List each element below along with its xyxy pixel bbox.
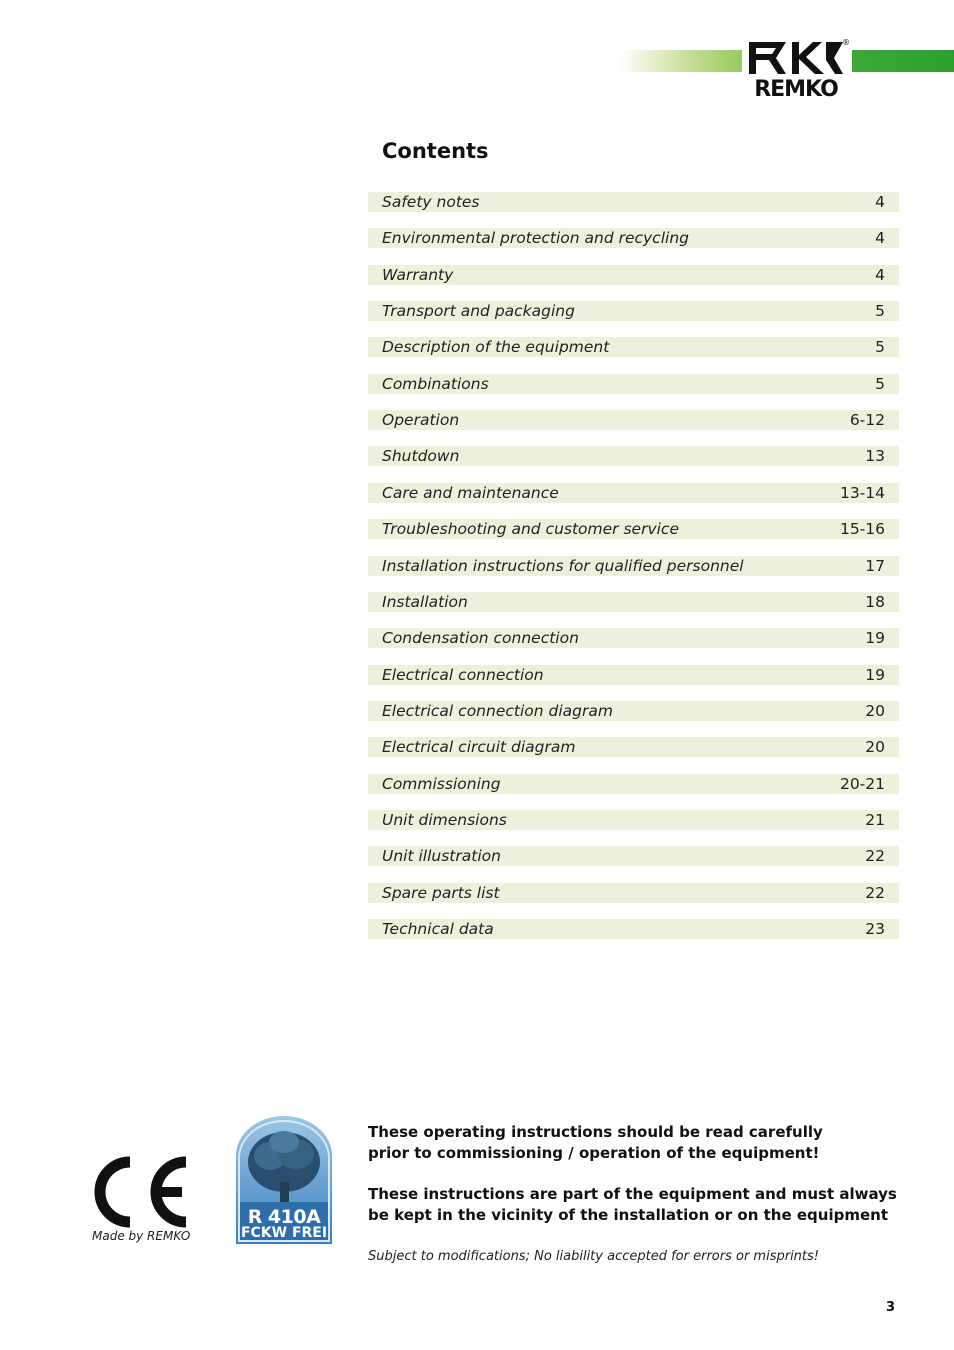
toc-entry-page: 19 <box>865 629 885 647</box>
notice-line: These instructions are part of the equipment and must always <box>368 1185 897 1203</box>
toc-entry-title: Condensation connection <box>382 629 579 647</box>
toc-row <box>368 228 899 248</box>
toc-entry-title: Warranty <box>382 266 454 284</box>
toc-entry-page: 13-14 <box>839 484 885 502</box>
toc-entry-page: 5 <box>875 338 885 356</box>
toc-row <box>368 410 899 430</box>
toc-entry-title: Description of the equipment <box>382 338 610 356</box>
toc-row <box>368 665 899 685</box>
toc-row <box>368 519 899 539</box>
toc-entry-page: 22 <box>865 884 885 902</box>
toc-entry-title: Care and maintenance <box>382 484 559 502</box>
toc-row <box>368 919 899 939</box>
toc-row <box>368 628 899 648</box>
toc-row <box>368 846 899 866</box>
toc-entry-page: 13 <box>865 447 885 465</box>
toc-entry-page: 22 <box>865 847 885 865</box>
notice-line: prior to commissioning / operation of the equipment! <box>368 1144 820 1162</box>
read-instructions-notice <box>368 1122 888 1164</box>
toc-entry-title: Transport and packaging <box>382 302 575 320</box>
toc-entry-title: Electrical connection <box>382 666 544 684</box>
toc-entry-page: 5 <box>875 375 885 393</box>
toc-row <box>368 737 899 757</box>
toc-entry-page: 17 <box>865 557 885 575</box>
contents-title: Contents <box>382 139 489 163</box>
disclaimer: Subject to modifications; No liability accepted for errors or misprints! <box>368 1249 820 1264</box>
toc-row <box>368 810 899 830</box>
toc-entry-page: 20 <box>865 738 885 756</box>
toc-entry-page: 4 <box>875 266 885 284</box>
remko-logo <box>742 36 852 106</box>
refrigerant-badge <box>236 1116 332 1244</box>
toc-entry-title: Installation <box>382 593 468 611</box>
toc-row <box>368 701 899 721</box>
badge-refrigerant-label: R 410A <box>247 1206 321 1228</box>
toc-entry-page: 18 <box>865 593 885 611</box>
notice-line: These operating instructions should be read carefully <box>368 1123 823 1141</box>
toc-entry-page: 20-21 <box>839 775 885 793</box>
toc-entry-page: 20 <box>865 702 885 720</box>
toc-row <box>368 374 899 394</box>
toc-entry-title: Electrical circuit diagram <box>382 738 576 756</box>
toc-entry-page: 15-16 <box>839 520 885 538</box>
ce-mark-icon <box>92 1156 188 1228</box>
toc-row <box>368 592 899 612</box>
toc-entry-title: Shutdown <box>382 447 460 465</box>
keep-instructions-notice <box>368 1184 897 1226</box>
toc-entry-title: Electrical connection diagram <box>382 702 613 720</box>
toc-row <box>368 883 899 903</box>
toc-row <box>368 192 899 212</box>
toc-entry-title: Unit illustration <box>382 847 501 865</box>
toc-entry-page: 4 <box>875 229 885 247</box>
toc-entry-title: Troubleshooting and customer service <box>382 520 679 538</box>
toc-entry-title: Unit dimensions <box>382 811 507 829</box>
notice-line: be kept in the vicinity of the installation or on the equipment <box>368 1206 888 1224</box>
page-number: 3 <box>886 1300 896 1315</box>
toc-row <box>368 774 899 794</box>
toc-entry-page: 4 <box>875 193 885 211</box>
toc-entry-page: 5 <box>875 302 885 320</box>
toc-entry-page: 19 <box>865 666 885 684</box>
registered-mark-icon: ® <box>842 38 850 47</box>
toc-entry-title: Spare parts list <box>382 884 500 902</box>
toc-entry-title: Safety notes <box>382 193 480 211</box>
toc-entry-title: Environmental protection and recycling <box>382 229 689 247</box>
remko-logo-mark-icon <box>746 38 846 78</box>
toc-entry-title: Commissioning <box>382 775 501 793</box>
toc-row <box>368 301 899 321</box>
badge-cfc-free-label: FCKW FREI <box>240 1225 328 1241</box>
toc-row <box>368 483 899 503</box>
toc-entry-title: Combinations <box>382 375 489 393</box>
toc-row <box>368 556 899 576</box>
toc-row <box>368 265 899 285</box>
logo-wordmark: REMKO <box>754 77 838 102</box>
toc-row <box>368 446 899 466</box>
toc-row <box>368 337 899 357</box>
toc-entry-title: Technical data <box>382 920 494 938</box>
toc-entry-page: 6-12 <box>849 411 885 429</box>
made-by-label: Made by REMKO <box>92 1229 191 1243</box>
toc-entry-title: Operation <box>382 411 460 429</box>
toc-entry-page: 23 <box>865 920 885 938</box>
toc-entry-title: Installation instructions for qualified personnel <box>382 557 744 575</box>
toc-entry-page: 21 <box>865 811 885 829</box>
